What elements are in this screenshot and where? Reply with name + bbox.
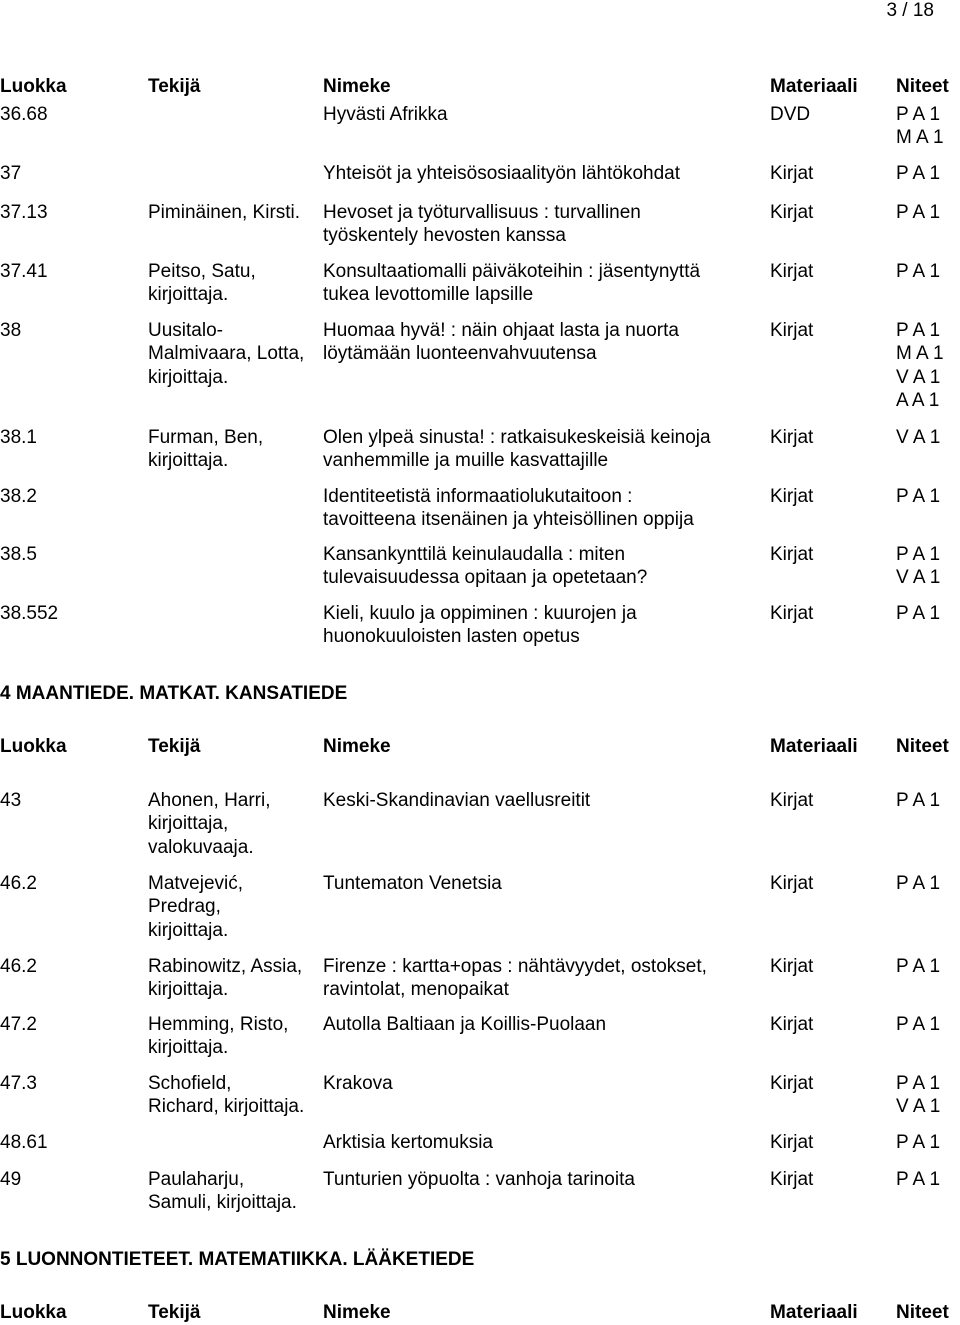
luokka-cell: 47.2 xyxy=(0,1014,37,1035)
nimeke-cell xyxy=(323,485,768,532)
section-title-maantiede: 4 MAANTIEDE. MATKAT. KANSATIEDE xyxy=(0,683,348,704)
nimeke-cell-line: tulevaisuudessa opitaan ja opetetaan? xyxy=(323,567,648,589)
header-niteet: Niteet xyxy=(896,1302,949,1323)
materiaali-cell: Kirjat xyxy=(770,1073,814,1094)
niteet-cell-line: P A 1 xyxy=(896,320,941,341)
nimeke-cell-line: Tunturien yöpuolta : vanhoja tarinoita xyxy=(323,1169,635,1190)
niteet-cell-line: P A 1 xyxy=(896,163,941,184)
header-materiaali: Materiaali xyxy=(770,76,858,97)
niteet-cell-line: P A 1 xyxy=(896,790,941,811)
tekija-cell xyxy=(148,201,323,224)
nimeke-cell xyxy=(323,543,768,590)
nimeke-cell xyxy=(323,1131,768,1154)
niteet-cell xyxy=(896,543,940,590)
nimeke-cell xyxy=(323,1013,768,1036)
niteet-cell-line: V A 1 xyxy=(896,567,941,589)
tekija-cell-line: Peitso, Satu, xyxy=(148,261,256,282)
tekija-cell-line: Matvejević, xyxy=(148,873,244,894)
luokka-cell: 47.3 xyxy=(0,1073,37,1094)
tekija-cell-line: Schofield, xyxy=(148,1073,232,1094)
niteet-cell-line: V A 1 xyxy=(896,427,941,448)
nimeke-cell-line: Hevoset ja työturvallisuus : turvallinen xyxy=(323,202,641,223)
niteet-cell xyxy=(896,1072,940,1119)
tekija-cell-line: kirjoittaja. xyxy=(148,1037,229,1059)
materiaali-cell: Kirjat xyxy=(770,1014,814,1035)
niteet-cell xyxy=(896,319,944,413)
tekija-cell xyxy=(148,319,323,389)
header-tekija: Tekijä xyxy=(148,76,201,97)
nimeke-cell-line: Huomaa hyvä! : näin ohjaat lasta ja nuorta xyxy=(323,320,679,341)
nimeke-cell-line: löytämään luonteenvahvuutensa xyxy=(323,343,597,365)
niteet-cell-line: M A 1 xyxy=(896,127,944,149)
niteet-cell-line: P A 1 xyxy=(896,486,941,507)
tekija-cell-line: Malmivaara, Lotta, xyxy=(148,343,305,365)
niteet-cell-line: P A 1 xyxy=(896,1169,941,1190)
luokka-cell: 38.1 xyxy=(0,427,37,448)
nimeke-cell-line: Arktisia kertomuksia xyxy=(323,1132,493,1153)
luokka-cell: 46.2 xyxy=(0,873,37,894)
tekija-cell-line: valokuvaaja. xyxy=(148,836,254,858)
section-title-luonnontieteet: 5 LUONNONTIETEET. MATEMATIIKKA. LÄÄKETIEDE xyxy=(0,1249,475,1270)
niteet-cell xyxy=(896,955,940,978)
materiaali-cell: Kirjat xyxy=(770,790,814,811)
tekija-cell-line: kirjoittaja. xyxy=(148,366,229,388)
materiaali-cell: Kirjat xyxy=(770,427,814,448)
tekija-cell xyxy=(148,955,323,1002)
header-niteet: Niteet xyxy=(896,736,949,757)
nimeke-cell xyxy=(323,1072,768,1095)
niteet-cell xyxy=(896,602,940,625)
tekija-cell-line: Richard, kirjoittaja. xyxy=(148,1096,305,1118)
tekija-cell-line: kirjoittaja, xyxy=(148,813,229,835)
tekija-cell-line: kirjoittaja. xyxy=(148,979,229,1001)
niteet-cell-line: P A 1 xyxy=(896,603,941,624)
tekija-cell-line: Rabinowitz, Assia, xyxy=(148,956,303,977)
nimeke-cell xyxy=(323,1168,768,1191)
header-niteet: Niteet xyxy=(896,76,949,97)
nimeke-cell-line: Hyvästi Afrikka xyxy=(323,104,448,125)
header-nimeke: Nimeke xyxy=(323,76,391,97)
luokka-cell: 49 xyxy=(0,1169,22,1190)
nimeke-cell-line: Krakova xyxy=(323,1073,393,1094)
niteet-cell xyxy=(896,162,940,185)
niteet-cell xyxy=(896,103,944,150)
niteet-cell-line: P A 1 xyxy=(896,544,941,565)
nimeke-cell-line: huonokuuloisten lasten opetus xyxy=(323,626,580,648)
tekija-cell xyxy=(148,1168,323,1215)
tekija-cell xyxy=(148,260,323,307)
niteet-cell xyxy=(896,1131,940,1154)
nimeke-cell-line: Kansankynttilä keinulaudalla : miten xyxy=(323,544,626,565)
niteet-cell-line: P A 1 xyxy=(896,1014,941,1035)
header-nimeke: Nimeke xyxy=(323,736,391,757)
luokka-cell: 38.2 xyxy=(0,486,37,507)
tekija-cell xyxy=(148,872,323,942)
header-materiaali: Materiaali xyxy=(770,736,858,757)
tekija-cell-line: Predrag, xyxy=(148,896,221,918)
header-luokka: Luokka xyxy=(0,736,67,757)
luokka-cell: 37 xyxy=(0,163,22,184)
niteet-cell-line: V A 1 xyxy=(896,366,941,388)
niteet-cell-line: P A 1 xyxy=(896,873,941,894)
nimeke-cell-line: tukea levottomille lapsille xyxy=(323,284,534,306)
nimeke-cell-line: Identiteetistä informaatiolukutaitoon : xyxy=(323,486,633,507)
materiaali-cell: Kirjat xyxy=(770,486,814,507)
nimeke-cell-line: Olen ylpeä sinusta! : ratkaisukeskeisiä keinoja xyxy=(323,427,711,448)
nimeke-cell-line: Yhteisöt ja yhteisösosiaalityön lähtökohdat xyxy=(323,163,681,184)
tekija-cell-line: Uusitalo- xyxy=(148,320,223,341)
materiaali-cell: Kirjat xyxy=(770,1132,814,1153)
niteet-cell xyxy=(896,1013,940,1036)
nimeke-cell-line: ravintolat, menopaikat xyxy=(323,979,509,1001)
niteet-cell xyxy=(896,789,940,812)
materiaali-cell: Kirjat xyxy=(770,163,814,184)
materiaali-cell: Kirjat xyxy=(770,873,814,894)
tekija-cell xyxy=(148,1013,323,1060)
materiaali-cell: Kirjat xyxy=(770,261,814,282)
tekija-cell xyxy=(148,1072,323,1119)
materiaali-cell: Kirjat xyxy=(770,320,814,341)
luokka-cell: 37.13 xyxy=(0,202,48,223)
materiaali-cell: Kirjat xyxy=(770,544,814,565)
materiaali-cell: Kirjat xyxy=(770,202,814,223)
niteet-cell-line: P A 1 xyxy=(896,104,941,125)
materiaali-cell: Kirjat xyxy=(770,956,814,977)
tekija-cell-line: Ahonen, Harri, xyxy=(148,790,271,811)
nimeke-cell xyxy=(323,872,768,895)
header-luokka: Luokka xyxy=(0,76,67,97)
tekija-cell-line: kirjoittaja. xyxy=(148,284,229,306)
nimeke-cell-line: Tuntematon Venetsia xyxy=(323,873,502,894)
nimeke-cell-line: Konsultaatiomalli päiväkoteihin : jäsentynyttä xyxy=(323,261,701,282)
tekija-cell-line: kirjoittaja. xyxy=(148,919,229,941)
tekija-cell-line: Furman, Ben, xyxy=(148,427,264,448)
niteet-cell-line: P A 1 xyxy=(896,956,941,977)
nimeke-cell xyxy=(323,103,768,126)
header-luokka: Luokka xyxy=(0,1302,67,1323)
luokka-cell: 36.68 xyxy=(0,104,48,125)
nimeke-cell xyxy=(323,162,768,185)
niteet-cell xyxy=(896,201,940,224)
nimeke-cell-line: Kieli, kuulo ja oppiminen : kuurojen ja xyxy=(323,603,637,624)
nimeke-cell xyxy=(323,955,768,1002)
niteet-cell-line: P A 1 xyxy=(896,261,941,282)
tekija-cell-line: Paulaharju, xyxy=(148,1169,245,1190)
luokka-cell: 48.61 xyxy=(0,1132,48,1153)
nimeke-cell xyxy=(323,319,768,366)
niteet-cell-line: M A 1 xyxy=(896,343,944,365)
tekija-cell xyxy=(148,789,323,859)
header-tekija: Tekijä xyxy=(148,1302,201,1323)
materiaali-cell: Kirjat xyxy=(770,603,814,624)
niteet-cell-line: V A 1 xyxy=(896,1096,941,1118)
header-tekija: Tekijä xyxy=(148,736,201,757)
nimeke-cell-line: työskentely hevosten kanssa xyxy=(323,225,566,247)
niteet-cell xyxy=(896,872,940,895)
nimeke-cell xyxy=(323,789,768,812)
niteet-cell-line: P A 1 xyxy=(896,1132,941,1153)
nimeke-cell-line: Firenze : kartta+opas : nähtävyydet, ostokset, xyxy=(323,956,707,977)
luokka-cell: 38.552 xyxy=(0,603,59,624)
nimeke-cell xyxy=(323,201,768,248)
nimeke-cell-line: tavoitteena itsenäinen ja yhteisöllinen oppija xyxy=(323,509,694,531)
nimeke-cell xyxy=(323,260,768,307)
materiaali-cell: Kirjat xyxy=(770,1169,814,1190)
tekija-cell xyxy=(148,426,323,473)
luokka-cell: 46.2 xyxy=(0,956,37,977)
niteet-cell xyxy=(896,426,940,449)
tekija-cell-line: Samuli, kirjoittaja. xyxy=(148,1192,297,1214)
luokka-cell: 38.5 xyxy=(0,544,37,565)
header-nimeke: Nimeke xyxy=(323,1302,391,1323)
luokka-cell: 38 xyxy=(0,320,22,341)
niteet-cell-line: P A 1 xyxy=(896,202,941,223)
materiaali-cell: DVD xyxy=(770,104,811,125)
niteet-cell-line: P A 1 xyxy=(896,1073,941,1094)
tekija-cell-line: kirjoittaja. xyxy=(148,450,229,472)
tekija-cell-line: Hemming, Risto, xyxy=(148,1014,289,1035)
nimeke-cell xyxy=(323,426,768,473)
nimeke-cell-line: vanhemmille ja muille kasvattajille xyxy=(323,450,609,472)
nimeke-cell-line: Keski-Skandinavian vaellusreitit xyxy=(323,790,591,811)
niteet-cell-line: A A 1 xyxy=(896,390,940,412)
tekija-cell-line: Piminäinen, Kirsti. xyxy=(148,202,301,223)
luokka-cell: 37.41 xyxy=(0,261,48,282)
page-number: 3 / 18 xyxy=(886,0,934,21)
niteet-cell xyxy=(896,1168,940,1191)
header-materiaali: Materiaali xyxy=(770,1302,858,1323)
niteet-cell xyxy=(896,485,940,508)
luokka-cell: 43 xyxy=(0,790,22,811)
nimeke-cell-line: Autolla Baltiaan ja Koillis-Puolaan xyxy=(323,1014,607,1035)
niteet-cell xyxy=(896,260,940,283)
nimeke-cell xyxy=(323,602,768,649)
